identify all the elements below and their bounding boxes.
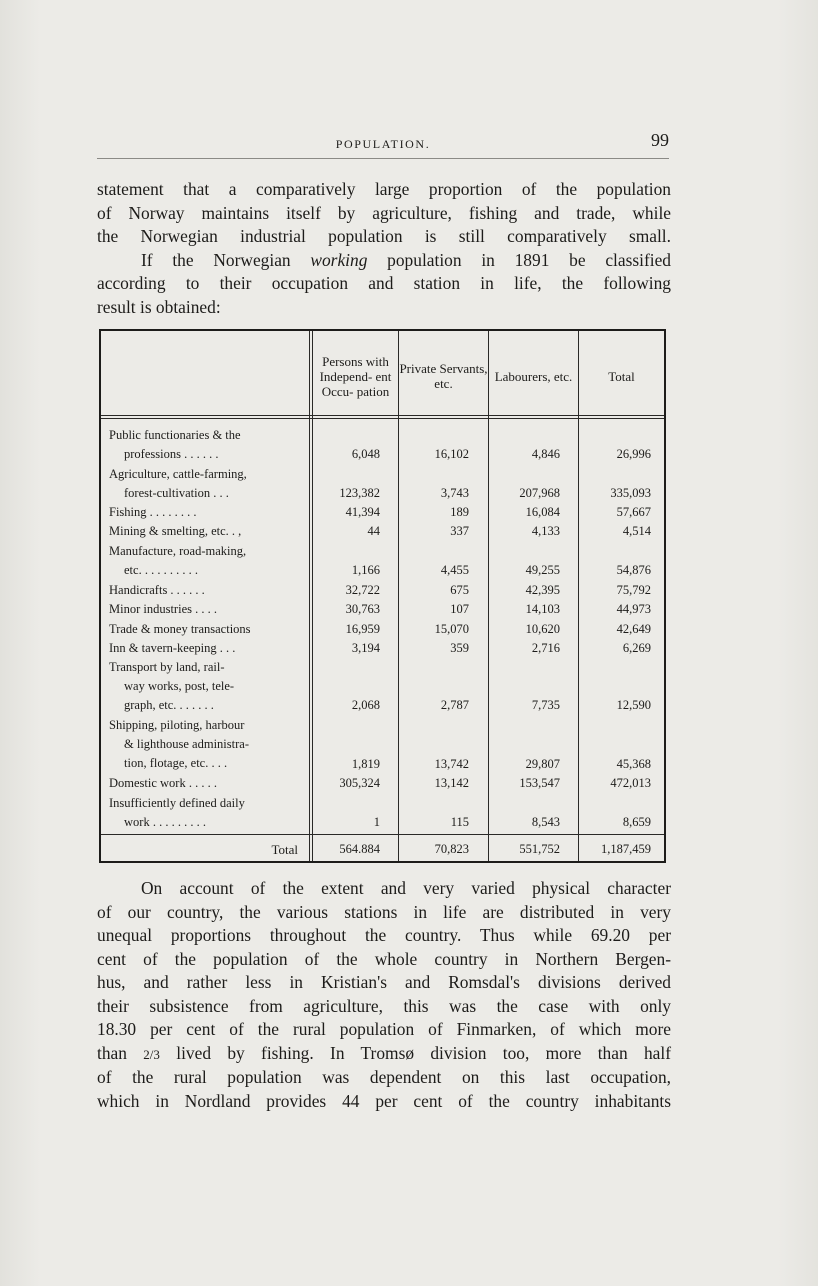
cell-independent: 30,763 <box>345 602 380 616</box>
row-label: Mining & smelting, etc. . , <box>109 524 242 538</box>
cell-independent: 1,819 <box>351 757 380 771</box>
cell-servants: 189 <box>450 505 469 519</box>
cell-labourers: 4,846 <box>531 447 560 461</box>
cell-total: 54,876 <box>616 563 651 577</box>
closing-line: of our country, the various stations in life are distributed in very <box>97 901 671 922</box>
cell-independent: 2,068 <box>351 698 380 712</box>
total-label: Total <box>271 842 298 857</box>
closing-line: On account of the extent and very varied physical character <box>141 878 671 898</box>
row-label: Domestic work . . . . . <box>109 776 217 790</box>
row-label-line: graph, etc. . . . . . . <box>124 698 214 713</box>
cell-servants: 359 <box>450 641 469 655</box>
cell-labourers: 49,255 <box>525 563 560 577</box>
cell-independent: 41,394 <box>345 505 380 519</box>
row-label-line: Transport by land, rail- <box>109 660 225 674</box>
cell-labourers: 4,133 <box>531 524 560 538</box>
cell-total: 335,093 <box>610 486 651 500</box>
closing-text: lived by fishing. In Tromsø division too, more than half <box>159 1042 672 1063</box>
closing-line: 18.30 per cent of the rural population of Finmarken, of which more <box>97 1019 671 1039</box>
row-label-line: Insufficiently defined daily <box>109 796 245 810</box>
intro-emphasis: working <box>310 249 368 270</box>
cell-servants: 4,455 <box>440 563 469 577</box>
header-labourers: Labourers, etc. <box>494 368 573 384</box>
row-label <box>109 465 309 503</box>
header-rule <box>101 418 664 419</box>
row-label: Trade & money transactions <box>109 622 251 636</box>
closing-line: their subsistence from agriculture, this was the case with only <box>97 995 671 1016</box>
cell-labourers: 10,620 <box>525 622 560 636</box>
cell-total: 12,590 <box>616 698 651 712</box>
total-total: 1,187,459 <box>601 842 651 856</box>
cell-servants: 2,787 <box>440 698 469 712</box>
row-label-line: & lighthouse administra- <box>124 737 249 752</box>
intro-text: If the Norwegian <box>141 249 311 270</box>
cell-labourers: 153,547 <box>519 776 560 790</box>
cell-total: 8,659 <box>622 815 651 829</box>
row-label <box>109 426 309 464</box>
row-label: Inn & tavern-keeping . . . <box>109 641 236 655</box>
row-label-line: professions . . . . . . <box>124 447 219 462</box>
cell-labourers: 8,543 <box>531 815 560 829</box>
header-independent: Persons with Independ- ent Occu- pation <box>319 353 392 399</box>
row-label: Handicrafts . . . . . . <box>109 583 205 597</box>
row-label <box>109 794 309 832</box>
occupation-table <box>99 329 666 863</box>
cell-total: 75,792 <box>616 583 651 597</box>
row-label-line: Agriculture, cattle-farming, <box>109 467 247 481</box>
cell-labourers: 14,103 <box>525 602 560 616</box>
cell-labourers: 16,084 <box>525 505 560 519</box>
cell-servants: 15,070 <box>434 622 469 636</box>
intro-line: statement that a comparatively large proportion of the population <box>97 179 671 199</box>
closing-text: than <box>97 1042 144 1063</box>
cell-labourers: 29,807 <box>525 757 560 771</box>
intro-text: population in 1891 be classified <box>367 249 671 270</box>
cell-total: 472,013 <box>610 776 651 790</box>
intro-line: the Norwegian industrial population is still comparatively small. <box>97 226 671 246</box>
page-number: 99 <box>651 130 669 150</box>
fraction: 2/3 <box>143 1046 160 1062</box>
cell-labourers: 42,395 <box>525 583 560 597</box>
cell-independent: 1,166 <box>351 563 380 577</box>
row-label-line: Shipping, piloting, harbour <box>109 718 245 732</box>
total-independent: 564.884 <box>339 842 380 856</box>
cell-servants: 3,743 <box>440 486 469 500</box>
intro-line: according to their occupation and station in life, the following <box>97 273 671 293</box>
cell-independent: 3,194 <box>351 641 380 655</box>
row-label-line: etc. . . . . . . . . . <box>124 563 198 578</box>
cell-servants: 13,142 <box>434 776 469 790</box>
cell-servants: 107 <box>450 602 469 616</box>
header-rule <box>101 415 664 416</box>
closing-line <box>97 1042 671 1067</box>
cell-independent: 32,722 <box>345 583 380 597</box>
cell-independent: 123,382 <box>339 486 380 500</box>
row-label: Minor industries . . . . <box>109 602 217 616</box>
cell-labourers: 7,735 <box>531 698 560 712</box>
intro-line: result is obtained: <box>97 296 221 317</box>
cell-independent: 44 <box>367 524 380 538</box>
cell-servants: 115 <box>450 815 469 829</box>
cell-servants: 13,742 <box>434 757 469 771</box>
closing-line: cent of the population of the whole country in Northern Bergen- <box>97 948 671 969</box>
header-total: Total <box>608 368 635 384</box>
header-servants: Private Servants, etc. <box>399 361 488 391</box>
closing-line: which in Nordland provides 44 per cent of the country inhabitants <box>97 1090 671 1111</box>
cell-total: 6,269 <box>622 641 651 655</box>
row-label <box>109 716 309 774</box>
cell-total: 44,973 <box>616 602 651 616</box>
cell-independent: 16,959 <box>345 622 380 636</box>
row-label-line: Public functionaries & the <box>109 428 241 442</box>
cell-independent: 1 <box>373 815 380 829</box>
running-head: POPULATION. <box>335 137 431 151</box>
page-header <box>97 128 669 159</box>
closing-paragraph <box>97 877 671 1113</box>
intro-line: of Norway maintains itself by agriculture, fishing and trade, while <box>97 202 671 223</box>
total-labourers: 551,752 <box>519 842 560 856</box>
row-label-line: Manufacture, road-making, <box>109 544 247 558</box>
cell-total: 57,667 <box>616 505 651 519</box>
cell-servants: 16,102 <box>434 447 469 461</box>
cell-total: 42,649 <box>616 622 651 636</box>
row-label <box>109 658 309 716</box>
cell-total: 45,368 <box>616 757 651 771</box>
row-label <box>109 542 309 580</box>
intro-line <box>97 249 671 273</box>
cell-labourers: 207,968 <box>519 486 560 500</box>
cell-servants: 675 <box>450 583 469 597</box>
row-label-line: way works, post, tele- <box>124 679 235 694</box>
row-label-line: tion, flotage, etc. . . . <box>124 756 228 771</box>
cell-servants: 337 <box>450 524 469 538</box>
closing-line: hus, and rather less in Kristian's and Romsdal's divisions derived <box>97 972 671 992</box>
row-label-line: work . . . . . . . . . <box>124 815 206 830</box>
closing-line: unequal proportions throughout the country. Thus while 69.20 per <box>97 925 671 945</box>
cell-total: 26,996 <box>616 447 651 461</box>
row-label-line: forest-cultivation . . . <box>124 486 229 501</box>
row-label: Fishing . . . . . . . . <box>109 505 197 519</box>
total-rule <box>101 834 664 835</box>
cell-labourers: 2,716 <box>531 641 560 655</box>
total-servants: 70,823 <box>434 842 469 856</box>
cell-independent: 6,048 <box>351 447 380 461</box>
cell-total: 4,514 <box>622 524 651 538</box>
cell-independent: 305,324 <box>339 776 380 790</box>
intro-paragraph <box>97 178 671 319</box>
closing-line: of the rural population was dependent on this last occupation, <box>97 1067 671 1087</box>
